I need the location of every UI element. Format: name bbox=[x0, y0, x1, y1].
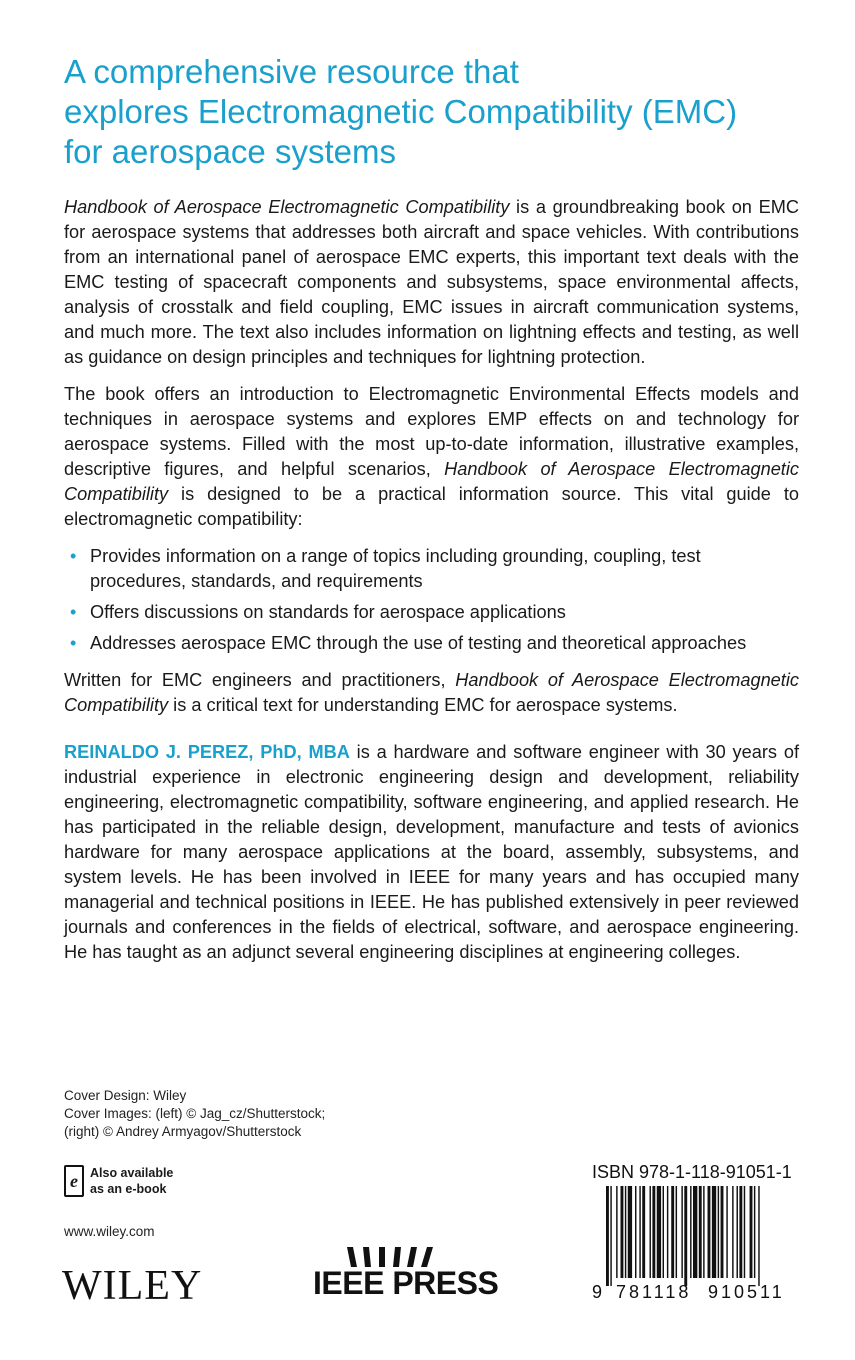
barcode-right-digits: 910511 bbox=[708, 1282, 785, 1302]
author-bio bbox=[64, 740, 799, 965]
book-title-italic: Handbook of Aerospace Electromagnetic Compatibility bbox=[64, 197, 510, 217]
barcode-bar bbox=[663, 1186, 664, 1278]
list-item: • Addresses aerospace EMC through the use of testing and theoretical approaches bbox=[64, 631, 799, 656]
barcode-bar bbox=[721, 1186, 724, 1278]
ieee-press-logo bbox=[313, 1245, 499, 1305]
barcode-bar bbox=[681, 1186, 682, 1278]
description-paragraph-3 bbox=[64, 668, 799, 718]
credit-line: Cover Images: (left) © Jag_cz/Shutterstock; bbox=[64, 1106, 326, 1121]
description-paragraph-2 bbox=[64, 382, 799, 532]
barcode-lead-digit: 9 bbox=[592, 1282, 603, 1302]
barcode-bar bbox=[718, 1186, 719, 1278]
ebook-text: Also available as an e-book bbox=[90, 1166, 174, 1196]
barcode-bar bbox=[635, 1186, 636, 1278]
list-item: • Offers discussions on standards for aerospace applications bbox=[64, 600, 799, 625]
barcode-bar bbox=[676, 1186, 677, 1278]
barcode-bar bbox=[671, 1186, 674, 1278]
barcode-left-digits: 781118 bbox=[616, 1282, 692, 1302]
barcode-bar bbox=[606, 1186, 609, 1286]
barcode-bar bbox=[708, 1186, 711, 1278]
book-title-italic: Handbook of Aerospace Electromagnetic Compatibility bbox=[64, 670, 799, 715]
bullet-icon: • bbox=[70, 633, 77, 653]
barcode-bar bbox=[737, 1186, 738, 1278]
author-name: REINALDO J. PEREZ, PhD, MBA bbox=[64, 742, 350, 762]
barcode-bar bbox=[616, 1186, 617, 1278]
barcode-bar bbox=[642, 1186, 645, 1278]
description-body bbox=[64, 195, 799, 977]
barcode-bar bbox=[693, 1186, 697, 1278]
paragraph-text: is a groundbreaking book on EMC for aerospace systems that addresses both aircraft and space vehicles. With contributions from an international panel of aerospace EMC experts, this important text deals with the EMC testing of spacecraft components and subsystems, space environmental affects, analysis of crosstalk and field coupling, EMC issues in aircraft communication systems, and much more. The text also includes information on lightning effects and testing, as well as guidance on design principles and techniques for lightning protection. bbox=[64, 197, 799, 367]
barcode-bar bbox=[667, 1186, 668, 1278]
isbn-barcode bbox=[592, 1162, 802, 1312]
barcode-bar bbox=[739, 1186, 742, 1278]
barcode-bar bbox=[750, 1186, 753, 1278]
barcode-icon bbox=[606, 1186, 802, 1286]
headline-line-1: A comprehensive resource that bbox=[64, 53, 519, 90]
bullet-icon: • bbox=[70, 546, 77, 566]
cover-credits bbox=[64, 1087, 464, 1141]
barcode-bar bbox=[690, 1186, 691, 1278]
barcode-bar bbox=[625, 1186, 626, 1278]
credit-line: Cover Design: Wiley bbox=[64, 1088, 187, 1103]
wiley-logo: WILEY bbox=[62, 1263, 203, 1309]
paragraph-text: is designed to be a practical information source. This vital guide to electromagnetic compatibility: bbox=[64, 484, 799, 529]
ebook-notice bbox=[64, 1163, 204, 1203]
barcode-bar bbox=[744, 1186, 745, 1278]
website-link[interactable]: www.wiley.com bbox=[64, 1224, 155, 1239]
headline-line-2: explores Electromagnetic Compatibility (EMC) bbox=[64, 93, 738, 130]
barcode-bar bbox=[754, 1186, 755, 1278]
barcode-bar bbox=[610, 1186, 611, 1286]
description-paragraph-1 bbox=[64, 195, 799, 370]
paragraph-text: Written for EMC engineers and practitioners, bbox=[64, 670, 456, 690]
barcode-bar bbox=[758, 1186, 759, 1286]
barcode-bar bbox=[703, 1186, 704, 1278]
ebook-icon: e bbox=[64, 1165, 84, 1197]
author-bio-text: is a hardware and software engineer with 30 years of industrial experience in electronic engineering design and development, reliability engineering, electromagnetic compatibility, software engineering, and applied research. He has participated in the reliable design, development, manufacture and tests of avionics hardware for many aerospace applications at the board, assembly, subsystems, and system levels. He has been involved in IEEE for many years and has occupied many managerial and technical positions in IEEE. He has published extensively in peer reviewed journals and conferences in the fields of electrical, software, and aerospace engineering. He has taught as an adjunct several engineering disciplines at engineering colleges. bbox=[64, 742, 799, 962]
barcode-bar bbox=[657, 1186, 661, 1278]
headline-line-3: for aerospace systems bbox=[64, 133, 396, 170]
book-title-italic: Handbook of Aerospace Electromagnetic Compatibility bbox=[64, 459, 799, 504]
barcode-bar bbox=[621, 1186, 624, 1278]
barcode-bar bbox=[652, 1186, 655, 1278]
paragraph-text: is a critical text for understanding EMC for aerospace systems. bbox=[168, 695, 678, 715]
feature-list bbox=[64, 544, 799, 656]
barcode-bar bbox=[628, 1186, 632, 1278]
barcode-bar bbox=[712, 1186, 716, 1278]
barcode-bar bbox=[639, 1186, 640, 1278]
barcode-bar bbox=[726, 1186, 727, 1278]
list-item: • Provides information on a range of topics including grounding, coupling, test procedures, standards, and requirements bbox=[70, 546, 701, 591]
barcode-bar bbox=[732, 1186, 733, 1278]
isbn-label: ISBN 978-1-118-91051-1 bbox=[592, 1162, 792, 1182]
ieee-press-text: IEEE PRESS bbox=[313, 1265, 499, 1301]
barcode-bar bbox=[650, 1186, 651, 1278]
credit-line: (right) © Andrey Armyagov/Shutterstock bbox=[64, 1124, 302, 1139]
headline bbox=[64, 52, 824, 172]
barcode-bar bbox=[684, 1186, 687, 1286]
paragraph-text: The book offers an introduction to Electromagnetic Environmental Effects models and techniques in aerospace systems and explores EMP effects on and technology for aerospace systems. Filled with the most up-to-date information, illustrative examples, descriptive figures, and helpful scenarios, bbox=[64, 384, 799, 479]
barcode-bar bbox=[699, 1186, 702, 1278]
bullet-icon: • bbox=[70, 602, 77, 622]
